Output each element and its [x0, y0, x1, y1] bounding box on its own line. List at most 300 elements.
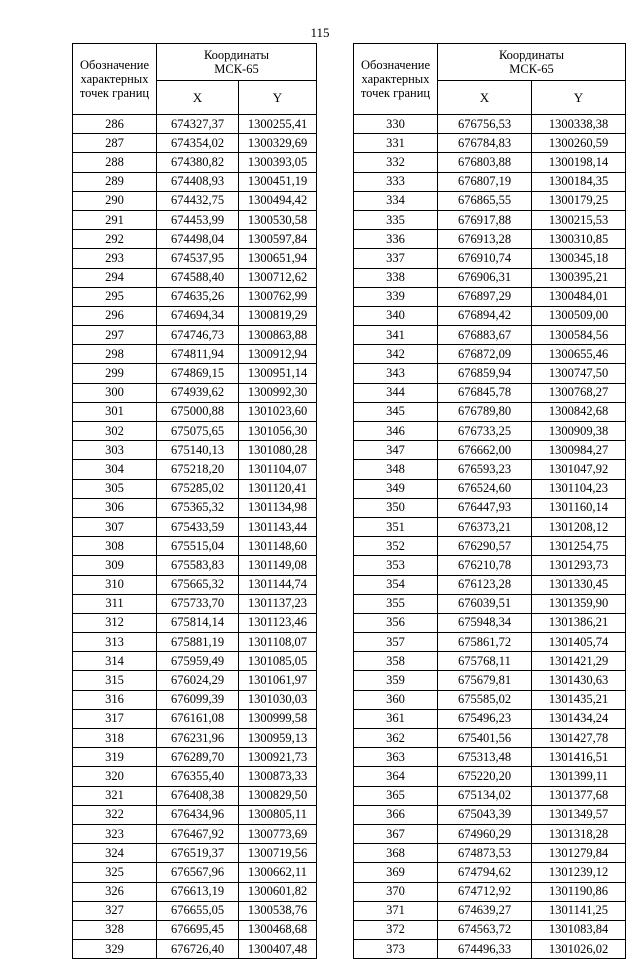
- coord-x: 675043,39: [438, 805, 532, 824]
- coord-x: 676807,19: [438, 172, 532, 191]
- table-row: [73, 287, 317, 306]
- coord-x: 675583,83: [157, 556, 239, 575]
- point-number: 323: [73, 824, 157, 843]
- header-y: Y: [239, 81, 317, 115]
- coord-x: 675075,65: [157, 422, 239, 441]
- table-row: [354, 191, 626, 210]
- coord-y: 1301085,05: [239, 652, 317, 671]
- table-row: [354, 901, 626, 920]
- coord-x: 675861,72: [438, 633, 532, 652]
- table-row: [354, 153, 626, 172]
- coord-x: 674794,62: [438, 863, 532, 882]
- coord-y: 1300912,94: [239, 345, 317, 364]
- point-number: 312: [73, 613, 157, 632]
- coord-y: 1300530,58: [239, 210, 317, 229]
- header-coordinates-system: МСК-65: [214, 62, 259, 76]
- coord-y: 1300768,27: [532, 383, 626, 402]
- table-row: [73, 326, 317, 345]
- point-number: 373: [354, 940, 438, 959]
- table-row: [354, 824, 626, 843]
- point-number: 362: [354, 729, 438, 748]
- coord-x: 675140,13: [157, 441, 239, 460]
- coord-x: 675814,14: [157, 613, 239, 632]
- coord-x: 676524,60: [438, 479, 532, 498]
- coord-y: 1300863,88: [239, 326, 317, 345]
- header-coordinates: [157, 44, 317, 81]
- point-number: 316: [73, 690, 157, 709]
- table-row: [354, 268, 626, 287]
- coord-x: 675220,20: [438, 767, 532, 786]
- table-row: [73, 153, 317, 172]
- coord-y: 1300468,68: [239, 920, 317, 939]
- table-row: [354, 383, 626, 402]
- point-number: 299: [73, 364, 157, 383]
- coord-y: 1300329,69: [239, 134, 317, 153]
- coord-y: 1301405,74: [532, 633, 626, 652]
- table-row: [354, 517, 626, 536]
- table-row: [354, 748, 626, 767]
- point-number: 366: [354, 805, 438, 824]
- coord-y: 1300338,38: [532, 115, 626, 134]
- point-number: 354: [354, 575, 438, 594]
- table-row: [354, 441, 626, 460]
- point-number: 365: [354, 786, 438, 805]
- table-row: [354, 556, 626, 575]
- table-row: [354, 306, 626, 325]
- coord-y: 1301399,11: [532, 767, 626, 786]
- coord-y: 1300829,50: [239, 786, 317, 805]
- coord-y: 1300909,38: [532, 422, 626, 441]
- point-number: 334: [354, 191, 438, 210]
- coord-y: 1301416,51: [532, 748, 626, 767]
- point-number: 294: [73, 268, 157, 287]
- point-number: 298: [73, 345, 157, 364]
- point-number: 287: [73, 134, 157, 153]
- point-number: 327: [73, 901, 157, 920]
- coord-x: 676593,23: [438, 460, 532, 479]
- coord-x: 675285,02: [157, 479, 239, 498]
- coord-y: 1301104,23: [532, 479, 626, 498]
- point-number: 329: [73, 940, 157, 959]
- coord-x: 674639,27: [438, 901, 532, 920]
- coord-x: 674432,75: [157, 191, 239, 210]
- coord-x: 676355,40: [157, 767, 239, 786]
- coord-x: 676726,40: [157, 940, 239, 959]
- coord-y: 1300345,18: [532, 249, 626, 268]
- coord-y: 1300395,21: [532, 268, 626, 287]
- coord-y: 1300873,33: [239, 767, 317, 786]
- coord-y: 1300310,85: [532, 230, 626, 249]
- table-body-left: [73, 115, 317, 959]
- point-number: 349: [354, 479, 438, 498]
- coord-y: 1300451,19: [239, 172, 317, 191]
- coord-x: 674873,53: [438, 844, 532, 863]
- coord-y: 1300951,14: [239, 364, 317, 383]
- table-row: [354, 498, 626, 517]
- table-row: [73, 268, 317, 287]
- point-number: 338: [354, 268, 438, 287]
- coord-x: 675134,02: [438, 786, 532, 805]
- coord-y: 1301208,12: [532, 517, 626, 536]
- point-number: 358: [354, 652, 438, 671]
- coord-y: 1300255,41: [239, 115, 317, 134]
- coord-y: 1300712,62: [239, 268, 317, 287]
- coord-y: 1300819,29: [239, 306, 317, 325]
- coord-x: 674354,02: [157, 134, 239, 153]
- table-row: [73, 863, 317, 882]
- coord-y: 1301134,98: [239, 498, 317, 517]
- point-number: 355: [354, 594, 438, 613]
- coord-x: 674811,94: [157, 345, 239, 364]
- point-number: 297: [73, 326, 157, 345]
- coord-y: 1300992,30: [239, 383, 317, 402]
- coord-y: 1300651,94: [239, 249, 317, 268]
- coord-x: 674327,37: [157, 115, 239, 134]
- coord-y: 1301026,02: [532, 940, 626, 959]
- coord-y: 1301148,60: [239, 537, 317, 556]
- point-number: 311: [73, 594, 157, 613]
- coord-x: 675218,20: [157, 460, 239, 479]
- table-row: [73, 920, 317, 939]
- point-number: 324: [73, 844, 157, 863]
- table-row: [354, 115, 626, 134]
- table-row: [354, 652, 626, 671]
- table-row: [73, 652, 317, 671]
- point-number: 342: [354, 345, 438, 364]
- table-row: [73, 115, 317, 134]
- point-number: 351: [354, 517, 438, 536]
- point-number: 337: [354, 249, 438, 268]
- table-row: [73, 402, 317, 421]
- coord-x: 676784,83: [438, 134, 532, 153]
- point-number: 332: [354, 153, 438, 172]
- coord-y: 1301421,29: [532, 652, 626, 671]
- coord-y: 1301160,14: [532, 498, 626, 517]
- point-number: 345: [354, 402, 438, 421]
- table-row: [354, 537, 626, 556]
- header-coordinates-title: Координаты: [203, 48, 270, 62]
- table-row: [73, 364, 317, 383]
- table-row: [354, 844, 626, 863]
- point-number: 339: [354, 287, 438, 306]
- point-number: 293: [73, 249, 157, 268]
- point-number: 289: [73, 172, 157, 191]
- table-row: [73, 498, 317, 517]
- coord-x: 676408,38: [157, 786, 239, 805]
- point-number: 346: [354, 422, 438, 441]
- point-number: 353: [354, 556, 438, 575]
- table-row: [73, 729, 317, 748]
- coord-y: 1300198,14: [532, 153, 626, 172]
- coord-y: 1300999,58: [239, 709, 317, 728]
- coord-x: 675665,32: [157, 575, 239, 594]
- coord-x: 676859,94: [438, 364, 532, 383]
- coord-x: 675679,81: [438, 671, 532, 690]
- coord-y: 1301430,63: [532, 671, 626, 690]
- table-row: [354, 882, 626, 901]
- coord-y: 1301144,74: [239, 575, 317, 594]
- point-number: 321: [73, 786, 157, 805]
- coord-x: 676906,31: [438, 268, 532, 287]
- point-number: 350: [354, 498, 438, 517]
- header-y: Y: [532, 81, 626, 115]
- coord-y: 1301359,90: [532, 594, 626, 613]
- point-number: 309: [73, 556, 157, 575]
- table-row: [73, 345, 317, 364]
- point-number: 300: [73, 383, 157, 402]
- point-number: 348: [354, 460, 438, 479]
- coord-x: 676917,88: [438, 210, 532, 229]
- coord-x: 675733,70: [157, 594, 239, 613]
- coord-x: 676231,96: [157, 729, 239, 748]
- table-body-right: [354, 115, 626, 959]
- point-number: 335: [354, 210, 438, 229]
- coord-x: 676039,51: [438, 594, 532, 613]
- coord-x: 676519,37: [157, 844, 239, 863]
- point-number: 301: [73, 402, 157, 421]
- table-row: [354, 767, 626, 786]
- coord-x: 675313,48: [438, 748, 532, 767]
- table-row: [354, 690, 626, 709]
- table-row: [73, 594, 317, 613]
- coord-x: 676756,53: [438, 115, 532, 134]
- coord-x: 675496,23: [438, 709, 532, 728]
- table-row: [354, 134, 626, 153]
- header-x: X: [438, 81, 532, 115]
- table-row: [354, 709, 626, 728]
- coord-x: 675000,88: [157, 402, 239, 421]
- coord-y: 1300184,35: [532, 172, 626, 191]
- table-row: [73, 575, 317, 594]
- coord-x: 675401,56: [438, 729, 532, 748]
- point-number: 347: [354, 441, 438, 460]
- coord-x: 674712,92: [438, 882, 532, 901]
- table-row: [73, 901, 317, 920]
- coord-x: 676289,70: [157, 748, 239, 767]
- coord-y: 1301108,07: [239, 633, 317, 652]
- point-number: 340: [354, 306, 438, 325]
- coord-x: 676883,67: [438, 326, 532, 345]
- table-row: [73, 709, 317, 728]
- coord-y: 1300655,46: [532, 345, 626, 364]
- point-number: 290: [73, 191, 157, 210]
- coord-x: 674453,99: [157, 210, 239, 229]
- coord-y: 1300215,53: [532, 210, 626, 229]
- table-row: [73, 690, 317, 709]
- coord-y: 1300762,99: [239, 287, 317, 306]
- point-number: 371: [354, 901, 438, 920]
- coord-x: 676662,00: [438, 441, 532, 460]
- point-number: 369: [354, 863, 438, 882]
- point-number: 336: [354, 230, 438, 249]
- coord-y: 1301056,30: [239, 422, 317, 441]
- table-row: [354, 940, 626, 959]
- table-row: [73, 460, 317, 479]
- coord-y: 1301377,68: [532, 786, 626, 805]
- table-row: [73, 210, 317, 229]
- table-row: [73, 556, 317, 575]
- table-row: [354, 287, 626, 306]
- coord-y: 1301427,78: [532, 729, 626, 748]
- coord-x: 674563,72: [438, 920, 532, 939]
- point-number: 363: [354, 748, 438, 767]
- point-number: 331: [354, 134, 438, 153]
- coord-y: 1300584,56: [532, 326, 626, 345]
- table-row: [73, 767, 317, 786]
- coord-x: 675585,02: [438, 690, 532, 709]
- table-row: [73, 940, 317, 959]
- table-row: [73, 786, 317, 805]
- table-row: [354, 729, 626, 748]
- point-number: 295: [73, 287, 157, 306]
- point-number: 333: [354, 172, 438, 191]
- coord-x: 676894,42: [438, 306, 532, 325]
- coord-x: 676567,96: [157, 863, 239, 882]
- table-row: [354, 863, 626, 882]
- coord-y: 1301318,28: [532, 824, 626, 843]
- coord-x: 676872,09: [438, 345, 532, 364]
- coord-y: 1300484,01: [532, 287, 626, 306]
- coord-y: 1300393,05: [239, 153, 317, 172]
- coord-x: 676789,80: [438, 402, 532, 421]
- coord-x: 675515,04: [157, 537, 239, 556]
- coord-y: 1300719,56: [239, 844, 317, 863]
- coord-y: 1301080,28: [239, 441, 317, 460]
- point-number: 330: [354, 115, 438, 134]
- table-row: [73, 671, 317, 690]
- coord-y: 1301141,25: [532, 901, 626, 920]
- coord-y: 1300509,00: [532, 306, 626, 325]
- point-number: 326: [73, 882, 157, 901]
- page-number: 115: [310, 25, 330, 40]
- coord-x: 674635,26: [157, 287, 239, 306]
- table-row: [73, 517, 317, 536]
- table-row: [354, 613, 626, 632]
- coord-x: 676373,21: [438, 517, 532, 536]
- table-row: [354, 364, 626, 383]
- coord-y: 1301047,92: [532, 460, 626, 479]
- coord-x: 674746,73: [157, 326, 239, 345]
- coord-y: 1301123,46: [239, 613, 317, 632]
- point-number: 292: [73, 230, 157, 249]
- coord-y: 1300842,68: [532, 402, 626, 421]
- coord-y: 1301435,21: [532, 690, 626, 709]
- point-number: 315: [73, 671, 157, 690]
- point-number: 352: [354, 537, 438, 556]
- coord-x: 676290,57: [438, 537, 532, 556]
- coord-x: 676733,25: [438, 422, 532, 441]
- table-row: [354, 172, 626, 191]
- table-row: [73, 748, 317, 767]
- point-number: 313: [73, 633, 157, 652]
- point-number: 357: [354, 633, 438, 652]
- point-number: 319: [73, 748, 157, 767]
- point-number: 322: [73, 805, 157, 824]
- coord-y: 1301434,24: [532, 709, 626, 728]
- table-row: [73, 537, 317, 556]
- point-number: 303: [73, 441, 157, 460]
- coord-y: 1301030,03: [239, 690, 317, 709]
- table-row: [354, 326, 626, 345]
- table-row: [354, 210, 626, 229]
- coord-x: 674869,15: [157, 364, 239, 383]
- coord-y: 1301239,12: [532, 863, 626, 882]
- table-row: [73, 172, 317, 191]
- coord-x: 676434,96: [157, 805, 239, 824]
- point-number: 359: [354, 671, 438, 690]
- coord-y: 1300984,27: [532, 441, 626, 460]
- coord-y: 1300179,25: [532, 191, 626, 210]
- table-row: [73, 441, 317, 460]
- coord-y: 1301143,44: [239, 517, 317, 536]
- coord-x: 675948,34: [438, 613, 532, 632]
- table-row: [73, 191, 317, 210]
- point-number: 286: [73, 115, 157, 134]
- point-number: 318: [73, 729, 157, 748]
- table-row: [73, 824, 317, 843]
- coord-y: 1300747,50: [532, 364, 626, 383]
- coord-x: 676161,08: [157, 709, 239, 728]
- table-row: [73, 422, 317, 441]
- coord-y: 1300601,82: [239, 882, 317, 901]
- point-number: 356: [354, 613, 438, 632]
- table-row: [73, 882, 317, 901]
- coord-x: 674588,40: [157, 268, 239, 287]
- point-number: 344: [354, 383, 438, 402]
- coord-x: 676123,28: [438, 575, 532, 594]
- point-number: 291: [73, 210, 157, 229]
- coord-x: 676910,74: [438, 249, 532, 268]
- coord-y: 1300597,84: [239, 230, 317, 249]
- table-row: [73, 134, 317, 153]
- table-row: [73, 633, 317, 652]
- table-row: [354, 575, 626, 594]
- coord-y: 1300773,69: [239, 824, 317, 843]
- coord-y: 1301279,84: [532, 844, 626, 863]
- coord-y: 1300538,76: [239, 901, 317, 920]
- point-number: 367: [354, 824, 438, 843]
- table-row: [354, 460, 626, 479]
- coord-x: 676099,39: [157, 690, 239, 709]
- table-row: [73, 479, 317, 498]
- point-number: 364: [354, 767, 438, 786]
- coord-y: 1301137,23: [239, 594, 317, 613]
- coord-x: 675768,11: [438, 652, 532, 671]
- point-number: 306: [73, 498, 157, 517]
- coord-x: 676897,29: [438, 287, 532, 306]
- point-number: 341: [354, 326, 438, 345]
- coord-x: 674537,95: [157, 249, 239, 268]
- coord-y: 1300260,59: [532, 134, 626, 153]
- coord-y: 1301293,73: [532, 556, 626, 575]
- header-coordinates-title: Координаты: [498, 48, 565, 62]
- point-number: 370: [354, 882, 438, 901]
- coordinates-table-right: [353, 43, 626, 959]
- coord-y: 1301349,57: [532, 805, 626, 824]
- table-row: [73, 306, 317, 325]
- coord-y: 1301254,75: [532, 537, 626, 556]
- point-number: 314: [73, 652, 157, 671]
- coord-x: 676803,88: [438, 153, 532, 172]
- point-number: 325: [73, 863, 157, 882]
- coord-y: 1300662,11: [239, 863, 317, 882]
- point-number: 361: [354, 709, 438, 728]
- coord-x: 674960,29: [438, 824, 532, 843]
- point-number: 360: [354, 690, 438, 709]
- table-row: [354, 479, 626, 498]
- point-number: 317: [73, 709, 157, 728]
- coord-x: 676447,93: [438, 498, 532, 517]
